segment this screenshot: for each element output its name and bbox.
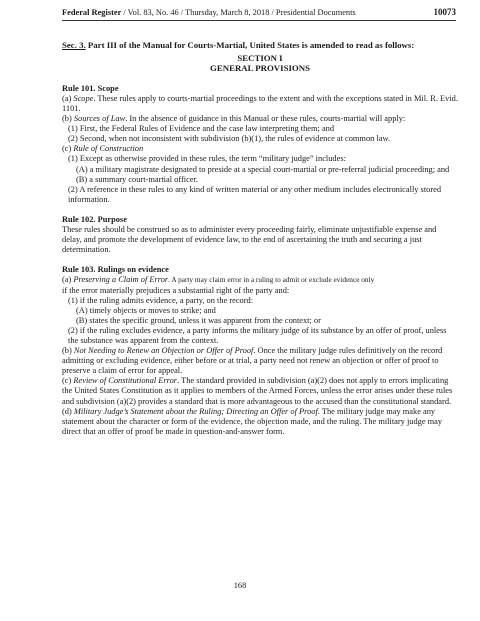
rule-101-b2: (2) Second, when not inconsistent with subdivision (b)(1), the rules of evidence at common law. (68, 134, 391, 144)
journal-name: Federal Register (62, 8, 122, 17)
term-review-constitutional-error: Review of Constitutional Error (73, 376, 178, 386)
document-body (62, 40, 458, 437)
running-header (62, 7, 456, 21)
rule-101-b1: (1) First, the Federal Rules of Evidence and the case law interpreting them; and (68, 124, 335, 134)
rule-103-a2: (2) if the ruling excludes evidence, a party informs the military judge of its substance by an offer of proof, unless the substance was apparent from the context. (68, 325, 447, 345)
issue-details: / Vol. 83, No. 46 / Thursday, March 8, 2018 / Presidential Documents (121, 8, 356, 17)
term-preserving-claim: Preserving a Claim of Error (73, 275, 169, 285)
header-divider (62, 20, 456, 21)
section-subtitle: GENERAL PROVISIONS (210, 63, 310, 74)
rule-102-text: These rules should be construed so as to administer every proceeding fairly, eliminate unjustifiable expense and delay, and promote the development of evidence law, to the end of ascertaining the truth and securing a just determination. (62, 225, 437, 255)
rule-103-d: (d) Military Judge’s Statement about the Ruling; Directing an Offer of Proof. The military judge may make any statement about the character or form of the evidence, the objection made, and the ruling. The military judge may direct that an offer of proof be made in question-and-answer form. (62, 406, 443, 436)
rule-101-a: (a) Scope. These rules apply to courts-martial proceedings to the extent and with the exceptions stated in Mil. R. Evid. 1101. (62, 93, 458, 113)
rule-103-heading: Rule 103. Rulings on evidence (62, 265, 169, 275)
rule-103-a1: (1) if the ruling admits evidence, a party, on the record: (68, 295, 254, 305)
rule-103-a1B: (B) states the specific ground, unless it was apparent from the context; or (76, 315, 321, 325)
rule-101-heading: Rule 101. Scope (62, 83, 119, 93)
rule-101-c: (c) Rule of Construction (62, 144, 144, 154)
rule-103-a1A: (A) timely objects or moves to strike; and (76, 305, 216, 315)
section-ref: Sec. 3. (62, 40, 86, 50)
term-sources-of-law: Sources of Law (73, 114, 126, 124)
term-scope: Scope (73, 93, 94, 103)
term-rule-of-construction: Rule of Construction (73, 144, 144, 154)
rule-101-c1B: (B) a summary court-martial officer. (76, 174, 198, 184)
term-military-judge-statement: Military Judge’s Statement about the Ruling; Directing an Offer of Proof (73, 406, 318, 416)
section-title: SECTION I (237, 53, 283, 63)
header-page-number: 10073 (433, 7, 456, 17)
header-citation (62, 8, 356, 17)
rule-103-a-cont: if the error materially prejudices a substantial right of the party and: (62, 285, 290, 295)
page-number: 168 (233, 581, 247, 590)
rule-103-a: (a) Preserving a Claim of Error. A party may claim error in a ruling to admit or exclude evidence only (62, 275, 375, 285)
intro-text: Part III of the Manual for Courts-Martial, United States is amended to read as follows: (85, 40, 415, 50)
rule-103-c: (c) Review of Constitutional Error. The standard provided in subdivision (a)(2) does not apply to errors implicating the United States Constitution as it applies to members of the Armed Forces, unless the error arises under these rules and subdivision (a)(2) provides a standard that is more advantageous to the accused than the constitutional standard. (62, 376, 453, 406)
rule-101-c2: (2) A reference in these rules to any kind of written material or any other medium includes electronically stored information. (68, 184, 442, 204)
amendment-intro (62, 40, 458, 51)
rule-103-b: (b) Not Needing to Renew an Objection or Offer of Proof. Once the military judge rules definitively on the record admitting or excluding evidence, either before or at trial, a party need not renew an objection or offer of proof to preserve a claim of error for appeal. (62, 346, 443, 376)
rule-101-b: (b) Sources of Law. In the absence of guidance in this Manual or these rules, courts-martial will apply: (62, 114, 406, 124)
rule-101-c1A: (A) a military magistrate designated to preside at a special court-martial or pre-referral judicial proceeding; and (76, 164, 450, 174)
rule-102-heading: Rule 102. Purpose (62, 214, 127, 224)
rule-101-c1: (1) Except as otherwise provided in these rules, the term “military judge” includes: (68, 154, 346, 164)
term-not-needing-to-renew: Not Needing to Renew an Objection or Offer of Proof (73, 346, 254, 356)
